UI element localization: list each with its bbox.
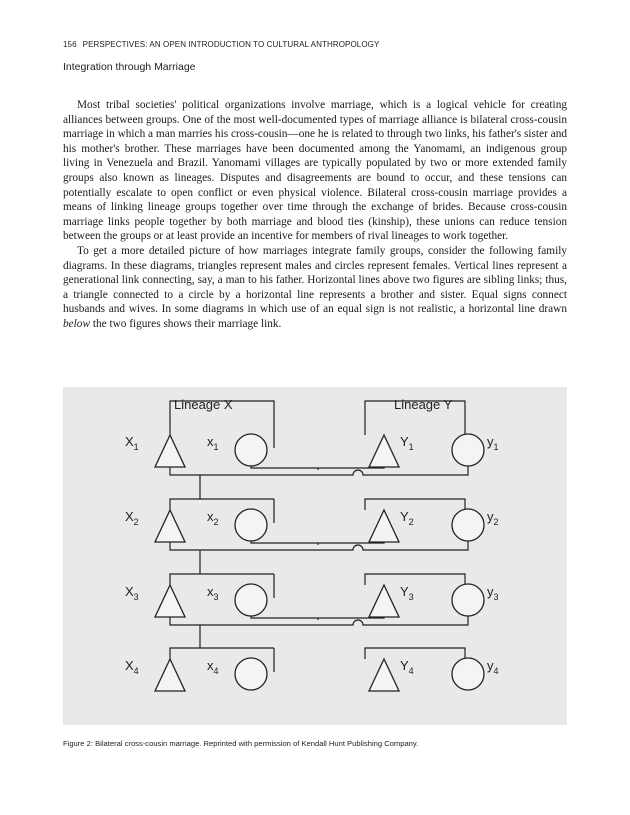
label-male-y: $Y_3$ [400, 584, 414, 602]
emphasis-text: below [63, 317, 90, 330]
marriage-link [170, 616, 468, 625]
circle-female-y [452, 509, 484, 541]
marriage-link [251, 616, 384, 618]
sibling-link-x [170, 499, 274, 510]
marriage-link [170, 466, 468, 475]
triangle-male-x [155, 585, 185, 617]
paragraph-text: To get a more detailed picture of how marriages integrate family groups, consider the following family diagrams. In these diagrams, triangles represent males and circles represent females. Vertical lines represent a generational link connecting, say, a man to his father. Horizontal lines above two figures are sibling links; thus, a triangle connected to a circle by a horizontal line represents a brother and sister. Equal signs connect husbands and wives. In some diagrams in which use of an equal sign is not realistic, a horizontal line drawn [63, 244, 567, 316]
kinship-diagram [63, 387, 567, 725]
label-female-x: $x_2$ [207, 509, 219, 527]
label-male-x: $X_4$ [125, 658, 139, 676]
running-header [63, 40, 379, 49]
circle-female-y [452, 584, 484, 616]
lineage-y-title: Lineage Y [394, 397, 453, 412]
marriage-link [251, 466, 384, 468]
triangle-male-x [155, 659, 185, 691]
circle-female-x [235, 584, 267, 616]
label-male-x: $X_1$ [125, 434, 139, 452]
label-female-y: $y_3$ [487, 584, 499, 602]
label-male-y: $Y_1$ [400, 434, 414, 452]
label-female-x: $x_1$ [207, 434, 219, 452]
triangle-male-x [155, 510, 185, 542]
sibling-link-y [365, 574, 465, 585]
sibling-link-x [170, 574, 274, 585]
label-female-y: $y_2$ [487, 509, 499, 527]
lineage-x-title: Lineage X [174, 397, 233, 412]
triangle-male-y [369, 659, 399, 691]
circle-female-x [235, 434, 267, 466]
marriage-link [170, 541, 468, 550]
label-male-y: $Y_2$ [400, 509, 414, 527]
section-title: Integration through Marriage [63, 61, 196, 73]
label-female-y: $y_1$ [487, 434, 499, 452]
sibling-link-y [365, 648, 465, 659]
triangle-male-y [369, 510, 399, 542]
page-number: 156 [63, 40, 77, 49]
circle-female-y [452, 658, 484, 690]
triangle-male-y [369, 585, 399, 617]
label-female-x: $x_3$ [207, 584, 219, 602]
triangle-male-y [369, 435, 399, 467]
circle-female-y [452, 434, 484, 466]
kinship-diagram-figure [63, 387, 567, 725]
body-text [63, 98, 567, 332]
circle-female-x [235, 658, 267, 690]
sibling-link-y [365, 499, 465, 510]
label-male-x: $X_2$ [125, 509, 139, 527]
label-female-x: $x_4$ [207, 658, 219, 676]
paragraph [63, 244, 567, 332]
triangle-male-x [155, 435, 185, 467]
paragraph: Most tribal societies' political organizations involve marriage, which is a logical vehicle for creating alliances between groups. One of the most well-documented types of marriage alliance is bilateral cross-cousin marriage in which a man marries his cross-cousin—one he is related to through two links, his father's sister and his mother's brother. These marriages have been documented among the Yanomami, an indigenous group living in Venezuela and Brazil. Yanomami villages are typically populated by two or more extended family groups also known as lineages. Disputes and disagreements are bound to occur, and these tensions can potentially escalate to open conflict or even physical violence. Bilateral cross-cousin marriage provides a means of linking lineage groups together over time through the exchange of brides. Because cross-cousin marriage links people together by both marriage and blood ties (kinship), these unions can reduce tension between the groups or at least provide an incentive for members of rival lineages to work together. [63, 99, 567, 243]
label-female-y: $y_4$ [487, 658, 499, 676]
paragraph-text: the two figures shows their marriage link. [90, 317, 282, 330]
circle-female-x [235, 509, 267, 541]
label-male-y: $Y_4$ [400, 658, 414, 676]
figure-caption: Figure 2: Bilateral cross-cousin marriage. Reprinted with permission of Kendall Hunt Publishing Company. [63, 739, 419, 748]
sibling-link-x [170, 648, 274, 659]
marriage-link [251, 541, 384, 543]
running-title: PERSPECTIVES: AN OPEN INTRODUCTION TO CULTURAL ANTHROPOLOGY [82, 40, 380, 49]
label-male-x: $X_3$ [125, 584, 139, 602]
